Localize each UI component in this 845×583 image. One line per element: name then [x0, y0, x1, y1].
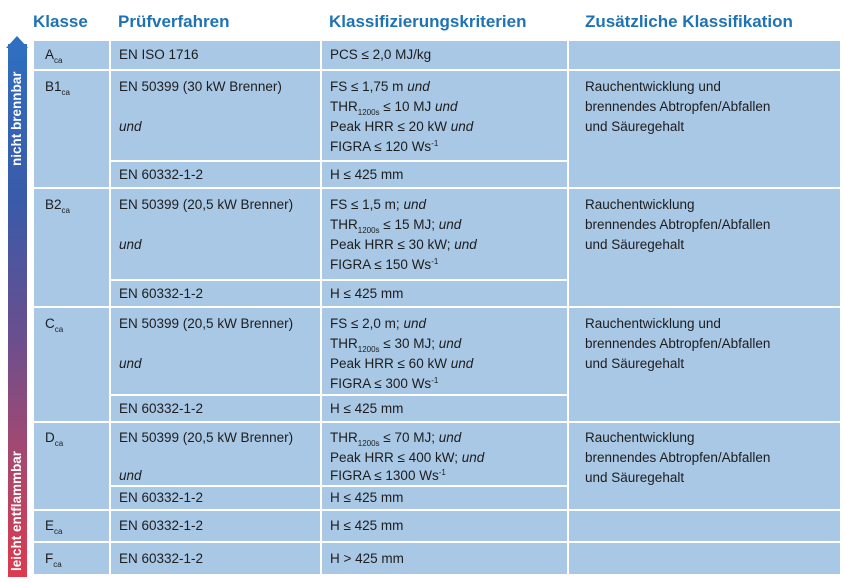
klasse-label-eca: $E_{ca}$ — [45, 518, 63, 536]
test2-b1ca: EN 60332-1-2 — [119, 167, 204, 182]
zusatz-cca-line2: brennendes Abtropfen/Abfallen — [585, 336, 771, 351]
crit-b2ca-line1: FS ≤ 1,5 m; und — [330, 197, 426, 212]
header-klasse: Klasse — [33, 12, 88, 31]
zusatz-b2ca-line3: und Säuregehalt — [585, 237, 685, 252]
test-fca: EN 60332-1-2 — [119, 551, 204, 566]
header-pruefverfahren: Prüfverfahren — [118, 12, 230, 31]
scale-label-bottom: leicht entflammbar — [9, 450, 24, 571]
klasse-label-b1ca: $B1_{ca}$ — [45, 79, 70, 97]
zusatz-b1ca-line2: brennendes Abtropfen/Abfallen — [585, 99, 771, 114]
cell-zusatz-aca — [569, 41, 840, 69]
zusatz-b2ca-line2: brennendes Abtropfen/Abfallen — [585, 217, 771, 232]
zusatz-dca-line3: und Säuregehalt — [585, 470, 685, 485]
zusatz-dca-line1: Rauchentwicklung — [585, 430, 695, 445]
test2-cca: EN 60332-1-2 — [119, 401, 204, 416]
crit-b2ca-line2: $THR_{1200s} \le 15$ MJ; und — [330, 217, 462, 235]
klasse-label-fca: $F_{ca}$ — [45, 551, 62, 569]
header-kriterien: Klassifizierungskriterien — [329, 12, 527, 31]
crit-b1ca-line1: FS ≤ 1,75 m und — [330, 79, 430, 94]
zusatz-dca-line2: brennendes Abtropfen/Abfallen — [585, 450, 771, 465]
crit-b1ca-line2: $THR_{1200s} \le 10$ MJ und — [330, 99, 458, 117]
crit-fca: H > 425 mm — [330, 551, 404, 566]
crit-b2ca-line3: Peak HRR ≤ 30 kW; und — [330, 237, 477, 252]
crit2-cca: H ≤ 425 mm — [330, 401, 404, 416]
klasse-label-b2ca: $B2_{ca}$ — [45, 197, 70, 215]
zusatz-cca-line3: und Säuregehalt — [585, 356, 685, 371]
crit2-dca: H ≤ 425 mm — [330, 490, 404, 505]
header-zusatz: Zusätzliche Klassifikation — [585, 12, 793, 31]
test1-dca: EN 50399 (20,5 kW Brenner) — [119, 430, 294, 445]
klasse-label-cca: $C_{ca}$ — [45, 316, 64, 334]
zusatz-b1ca-line1: Rauchentwicklung und — [585, 79, 721, 94]
crit2-b2ca: H ≤ 425 mm — [330, 286, 404, 301]
crit-cca-line4: FIGRA ≤ 300 $Ws^{-1}$ — [330, 376, 439, 391]
crit-dca-line1: $THR_{1200s} \le 70$ MJ; und — [330, 430, 462, 448]
zusatz-b1ca-line3: und Säuregehalt — [585, 119, 685, 134]
crit2-b1ca: H ≤ 425 mm — [330, 167, 404, 182]
und-cca: und — [119, 356, 142, 371]
test-eca: EN 60332-1-2 — [119, 518, 204, 533]
klasse-label-aca: $A_{ca}$ — [45, 47, 63, 65]
zusatz-b2ca-line1: Rauchentwicklung — [585, 197, 695, 212]
crit-dca-line3: FIGRA ≤ 1300 $Ws^{-1}$ — [330, 468, 446, 483]
und-b1ca: und — [119, 119, 142, 134]
und-dca: und — [119, 468, 142, 483]
test2-dca: EN 60332-1-2 — [119, 490, 204, 505]
crit-eca: H ≤ 425 mm — [330, 518, 404, 533]
crit-b1ca-line3: Peak HRR ≤ 20 kW und — [330, 119, 474, 134]
und-b2ca: und — [119, 237, 142, 252]
zusatz-cca-line1: Rauchentwicklung und — [585, 316, 721, 331]
crit-cca-line3: Peak HRR ≤ 60 kW und — [330, 356, 474, 371]
crit-aca: PCS ≤ 2,0 MJ/kg — [330, 47, 432, 62]
crit-cca-line1: FS ≤ 2,0 m; und — [330, 316, 426, 331]
crit-b1ca-line4: FIGRA ≤ 120 $Ws^{-1}$ — [330, 139, 439, 154]
crit-dca-line2: Peak HRR ≤ 400 kW; und — [330, 450, 485, 465]
crit-b2ca-line4: FIGRA ≤ 150 $Ws^{-1}$ — [330, 257, 439, 272]
test-aca: EN ISO 1716 — [119, 47, 199, 62]
test1-cca: EN 50399 (20,5 kW Brenner) — [119, 316, 294, 331]
cell-zusatz-eca — [569, 511, 840, 541]
test1-b1ca: EN 50399 (30 kW Brenner) — [119, 79, 282, 94]
crit-cca-line2: $THR_{1200s} \le 30$ MJ; und — [330, 336, 462, 354]
test2-b2ca: EN 60332-1-2 — [119, 286, 204, 301]
cell-zusatz-fca — [569, 543, 840, 574]
test1-b2ca: EN 50399 (20,5 kW Brenner) — [119, 197, 294, 212]
klasse-label-dca: $D_{ca}$ — [45, 430, 64, 448]
scale-label-top: nicht brennbar — [9, 71, 24, 166]
